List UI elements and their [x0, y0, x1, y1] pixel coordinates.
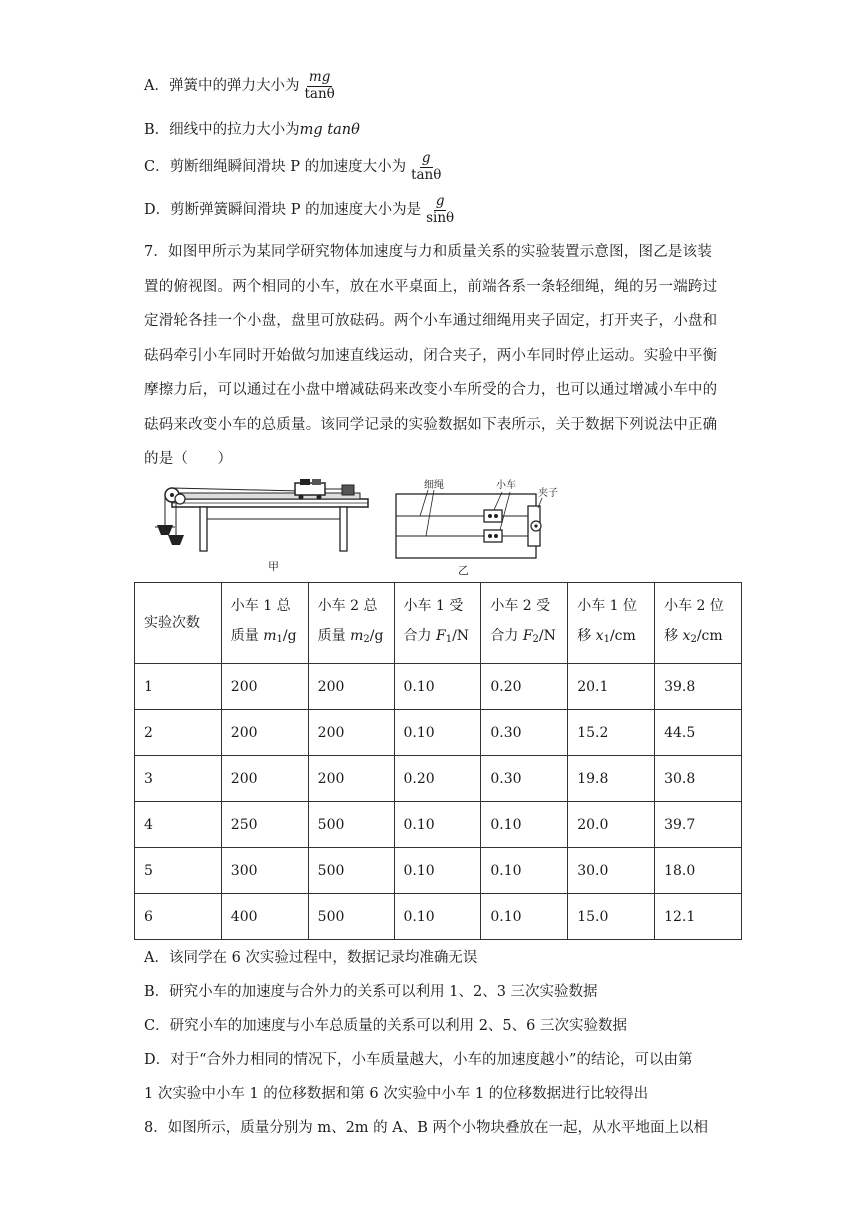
table-cell: 12.1: [655, 894, 742, 940]
table-cell: 0.10: [481, 848, 568, 894]
table-cell: 0.10: [394, 894, 481, 940]
header-x1: 小车 1 位 移 $x_1/cm$: [568, 583, 655, 664]
table-cell: 0.30: [481, 710, 568, 756]
table-cell: 0.10: [481, 894, 568, 940]
table-row: [135, 710, 742, 756]
table-cell: 0.20: [481, 664, 568, 710]
header-f1: 小车 1 受 合力 $F_1/N$: [394, 583, 481, 664]
fraction-denominator: sinθ: [426, 209, 455, 226]
q6-option-c-text: C．剪断细绳瞬间滑块 P 的加速度大小为: [144, 159, 407, 176]
table-cell: 400: [221, 894, 308, 940]
clip-icon: [342, 485, 354, 495]
table-cell: 200: [221, 664, 308, 710]
table-cell: 20.1: [568, 664, 655, 710]
q6-option-d: [144, 194, 456, 226]
figure-label-jia: 甲: [268, 560, 279, 573]
weight-pan-icon: [168, 535, 184, 545]
table-leg: [340, 507, 347, 551]
fraction-denominator: tanθ: [304, 85, 335, 102]
table-cell: 0.20: [394, 756, 481, 802]
table-cell: 30.8: [655, 756, 742, 802]
cart-icon: [484, 530, 502, 542]
q6-option-b-text: B．细线中的拉力大小为: [144, 122, 300, 138]
q6-option-a: [144, 70, 337, 102]
q6-option-d-text: D．剪断弹簧瞬间滑块 P 的加速度大小为是: [144, 202, 422, 219]
table-cell: 500: [308, 894, 394, 940]
q6-option-c: [144, 151, 443, 183]
apparatus-top-view-figure: [392, 474, 562, 576]
table-cell: 500: [308, 802, 394, 848]
q8-stem: 8．如图所示，质量分别为 m、2m 的 A、B 两个小物块叠放在一起，从水平地面上以相: [144, 1120, 709, 1136]
table-header-row: [135, 583, 742, 664]
table-row: [135, 756, 742, 802]
table-cell: 15.2: [568, 710, 655, 756]
table-cell: 0.10: [394, 848, 481, 894]
table-cell: 2: [135, 710, 222, 756]
q6-option-a-text: A．弹簧中的弹力大小为: [144, 78, 300, 95]
string: [172, 488, 300, 491]
header-f2: 小车 2 受 合力 $F_2/N$: [481, 583, 568, 664]
table-cell: 0.10: [394, 802, 481, 848]
table-cell: 200: [308, 756, 394, 802]
table-cell: 300: [221, 848, 308, 894]
q6-option-d-fraction: [424, 194, 456, 226]
table-cell: 4: [135, 802, 222, 848]
table-cell: 0.10: [481, 802, 568, 848]
table-row: [135, 664, 742, 710]
cart-icon: [484, 510, 502, 522]
fraction-numerator: g: [435, 193, 445, 209]
table-row: [135, 802, 742, 848]
table-cell: 20.0: [568, 802, 655, 848]
header-m1: 小车 1 总 质量 $m_1/g$: [221, 583, 308, 664]
table-cell: 250: [221, 802, 308, 848]
table-cell: 0.10: [394, 710, 481, 756]
apparatus-side-view-figure: [150, 477, 372, 577]
fraction-numerator: g: [421, 150, 431, 166]
table-cell: 200: [308, 710, 394, 756]
q7-option-d-line1: D．对于“合外力相同的情况下，小车质量越大，小车的加速度越小”的结论，可以由第: [144, 1052, 693, 1068]
q7-stem: 7．如图甲所示为某同学研究物体加速度与力和质量关系的实验装置示意图，图乙是该装置的俯视图。两个相同的小车，放在水平桌面上，前端各系一条轻细绳，绳的另一端跨过定滑轮各挂一个小盘，盘里可放砝码。两个小车通过细绳用夹子固定，打开夹子，小盘和砝码牵引小车同时开始做匀加速直线运动，闭合夹子，两小车同时停止运动。实验中平衡摩擦力后，可以通过在小盘中增减砝码来改变小车所受的合力，也可以通过增减小车中的砝码来改变小车的总质量。该同学记录的实验数据如下表所示，关于数据下列说法中正确的是（ ）: [144, 244, 718, 467]
table-cell: 0.30: [481, 756, 568, 802]
table-cell: 19.8: [568, 756, 655, 802]
q7-option-c: C．研究小车的加速度与小车总质量的关系可以利用 2、5、6 三次实验数据: [144, 1018, 627, 1034]
table-cell: 200: [221, 710, 308, 756]
table-cell: 1: [135, 664, 222, 710]
table-row: [135, 848, 742, 894]
table-leg: [200, 507, 207, 551]
label-cart: 小车: [496, 480, 516, 491]
table-outline: [396, 494, 536, 558]
header-m2: 小车 2 总 质量 $m_2/g$: [308, 583, 394, 664]
q7-option-a: A．该同学在 6 次实验过程中，数据记录均准确无误: [144, 950, 478, 966]
table-cell: 6: [135, 894, 222, 940]
table-cell: 44.5: [655, 710, 742, 756]
header-trial: 实验次数: [135, 583, 222, 664]
table-cell: 3: [135, 756, 222, 802]
label-clip: 夹子: [538, 488, 558, 499]
q6-option-b-expression: mg tanθ: [299, 122, 360, 138]
q6-option-a-fraction: [302, 70, 336, 102]
table-cell: 5: [135, 848, 222, 894]
table-cell: 30.0: [568, 848, 655, 894]
table-cell: 500: [308, 848, 394, 894]
table-cell: 200: [221, 756, 308, 802]
table-cell: 39.7: [655, 802, 742, 848]
fraction-numerator: mg: [308, 69, 331, 85]
table-cell: 39.8: [655, 664, 742, 710]
header-x2: 小车 2 位 移 $x_2/cm$: [655, 583, 742, 664]
fraction-denominator: tanθ: [411, 166, 442, 183]
q7-option-d-line2: 1 次实验中小车 1 的位移数据和第 6 次实验中小车 1 的位移数据进行比较得出: [144, 1086, 649, 1102]
table-cell: 0.10: [394, 664, 481, 710]
label-rope: 细绳: [424, 480, 444, 491]
table-row: [135, 894, 742, 940]
table-cell: 200: [308, 664, 394, 710]
table-cell: 15.0: [568, 894, 655, 940]
track: [180, 493, 360, 499]
q6-option-b: [144, 118, 360, 139]
table-cell: 18.0: [655, 848, 742, 894]
q6-option-c-fraction: [409, 151, 443, 183]
experiment-data-table: [134, 582, 742, 940]
figure-label-yi: 乙: [458, 564, 469, 576]
q7-option-b: B．研究小车的加速度与合外力的关系可以利用 1、2、3 三次实验数据: [144, 984, 598, 1000]
